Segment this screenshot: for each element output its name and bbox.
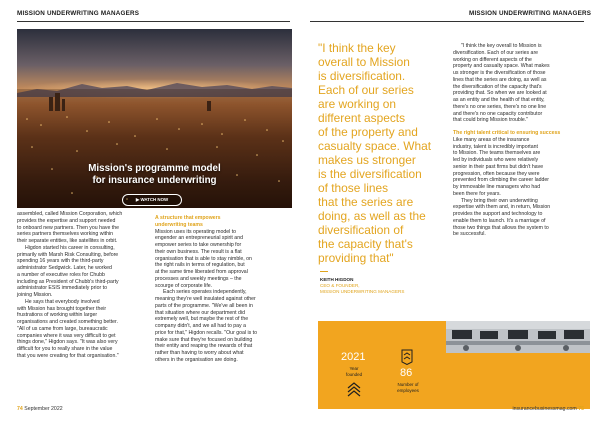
header-rule xyxy=(17,21,290,22)
text-line: He says that everybody involved xyxy=(25,298,100,305)
stat-label-line: founded xyxy=(345,371,363,377)
text-line: spending 16 years with the third-party xyxy=(17,258,104,265)
pull-quote-line: casualty space. What xyxy=(318,139,432,153)
stats-panel xyxy=(318,321,590,409)
byline-rule xyxy=(320,271,328,272)
hero-title-line: for insurance underwriting xyxy=(92,175,217,186)
watch-now-label: WATCH NOW xyxy=(140,197,169,202)
article-column-2 xyxy=(155,215,295,364)
text-line: provides the expertise and support needed xyxy=(17,217,116,224)
pull-quote-line: are working on xyxy=(318,97,396,111)
stat-employees-value: 86 xyxy=(400,367,413,379)
text-line: primarily with Marsh Risk Consulting, before xyxy=(17,251,119,258)
text-line: to onboard new partners. Then you have the xyxy=(17,224,119,231)
text-line: expertise with them and, in return, Mission xyxy=(453,204,551,211)
byline-role: CEO & FOUNDER, xyxy=(320,282,360,288)
pull-quote-line: Each of our series xyxy=(318,83,414,97)
text-line: working on different aspects of the xyxy=(453,56,532,63)
pull-quote-line: the capacity that's xyxy=(318,237,413,251)
stat-founded-label xyxy=(344,366,364,377)
text-line: meaning they're well insulated against other xyxy=(155,296,256,302)
running-head: MISSION UNDERWRITING MANAGERS xyxy=(469,10,592,17)
pull-quote-line: that the series are xyxy=(318,195,414,209)
text-line: things done," Higdon says. "It was also very xyxy=(17,339,118,346)
watch-now-button[interactable] xyxy=(122,194,182,206)
pull-quote-line: is the diversification xyxy=(318,167,422,181)
text-line: their own business. The result is a flat xyxy=(155,248,242,255)
text-line: Mission uses its operating model to xyxy=(155,228,237,235)
pull-quote-line: different aspects xyxy=(318,111,406,125)
byline xyxy=(320,277,404,294)
text-line: empower series to take ownership for xyxy=(155,242,242,248)
text-line: there's no one series, there's no one line xyxy=(453,103,547,110)
text-line: scourge of corporate life. xyxy=(155,282,213,289)
text-line: us stronger is the diversification of those xyxy=(453,70,546,76)
pull-quote-line: of the property and xyxy=(318,125,418,139)
text-line: organisations and created something better. xyxy=(17,319,118,325)
text-line: led by individuals who were relatively xyxy=(453,157,539,163)
text-line: Like many areas of the insurance xyxy=(453,136,530,143)
text-line: progression, often because they were xyxy=(453,170,540,177)
text-line: diversification. Each of our series are xyxy=(453,49,539,56)
text-line: including as President of Chubb's third-party xyxy=(17,278,119,285)
text-line: be successful. xyxy=(453,231,486,238)
pull-quote-line: "I think the key xyxy=(318,41,396,55)
section-subhead: underwriting teams xyxy=(155,221,203,228)
text-line: company didn't, and we all had to pay a xyxy=(155,323,246,329)
pull-quote-line: of those lines xyxy=(318,181,389,195)
text-line: that you were creating for that organisation." xyxy=(17,352,119,359)
text-line: Higdon started his career in consulting, xyxy=(25,244,115,251)
byline-name: KEITH HIGDON xyxy=(320,277,354,282)
text-line: their entity and reaping the rewards of that xyxy=(155,343,253,350)
text-line: property and casualty space. What makes xyxy=(453,63,550,70)
text-line: engender an entrepreneurial spirit and xyxy=(155,235,243,242)
byline-role: MISSION UNDERWRITING MANAGERS xyxy=(320,288,405,294)
text-line: the right rails in terms of regulation, but xyxy=(155,262,245,269)
stat-label-line: Year xyxy=(349,366,359,371)
text-line: "I think the key overall to Mission is xyxy=(461,43,542,49)
text-line: those two things that allows the system to xyxy=(453,224,549,231)
text-line: series partners themselves working within xyxy=(17,231,114,238)
text-line: administrator Sedgwick. Later, he worked xyxy=(17,265,112,271)
header-rule xyxy=(310,21,584,22)
hero-title xyxy=(17,163,292,187)
pull-quote-line: providing that" xyxy=(318,251,394,265)
text-line: been there for years. xyxy=(453,190,501,197)
right-page xyxy=(300,0,600,424)
footer-left xyxy=(17,406,63,412)
text-line: joining Mission. xyxy=(17,292,53,298)
text-line: a number of executive roles for Chubb xyxy=(17,271,105,278)
stat-founded-value: 2021 xyxy=(341,351,366,363)
footer-url: insurancebusinessmag.com xyxy=(512,406,577,412)
stat-label-line: Number of xyxy=(397,382,419,387)
hero-title-line: Mission's programme model xyxy=(88,163,221,174)
text-line: industry, talent is incredibly important xyxy=(453,143,538,150)
text-line: difficult for you to really share in the value xyxy=(17,346,113,352)
play-button-icon: ▶ xyxy=(135,197,141,202)
text-line: rather than having to worry about what xyxy=(155,350,244,356)
pull-quote-line: diversification of xyxy=(318,223,404,237)
text-line: that situation where our department did xyxy=(155,309,245,316)
stat-label-line: employees xyxy=(397,387,419,393)
issue-date: September 2022 xyxy=(24,406,63,412)
section-subhead: The right talent critical to ensuring success xyxy=(453,130,561,136)
text-line: that could bring Mission trouble." xyxy=(453,117,529,124)
hero-image xyxy=(17,29,292,208)
chevron-badge-icon xyxy=(400,349,414,365)
text-line: enable them to launch. It's a marriage of xyxy=(453,217,546,224)
pull-quote-line: is diversification. xyxy=(318,69,406,83)
text-line: They bring their own underwriting xyxy=(461,197,538,204)
section-subhead: A structure that empowers xyxy=(155,215,221,221)
pull-quote-line: makes us stronger xyxy=(318,153,416,167)
text-line: with Mission has brought together their xyxy=(17,305,107,312)
article-column-1 xyxy=(17,211,151,360)
text-line: companies where it was very difficult to get xyxy=(17,332,116,339)
text-line: senior in their past firms but didn't have xyxy=(453,163,544,170)
text-line: provides the support and technology to xyxy=(453,211,543,217)
text-line: processes and weekly meetings – the xyxy=(155,275,242,282)
city-lights xyxy=(17,89,292,208)
text-line: by immovable line managers who had xyxy=(453,184,541,190)
text-line: organisation that is able to stay nimble, on xyxy=(155,255,252,262)
text-line: the diversification of the capacity that's xyxy=(453,83,542,90)
footer-right xyxy=(512,406,584,412)
pull-quote-line: overall to Mission xyxy=(318,55,410,69)
stat-employees-label xyxy=(392,382,424,393)
text-line: as an entity and the health of that entity, xyxy=(453,97,545,103)
page-number: 75 xyxy=(578,406,584,412)
text-line: administrator ESIS immediately prior to xyxy=(17,285,107,292)
text-line: at the same time liberated from approval xyxy=(155,269,248,275)
text-line: lines that the series are doing, as well as xyxy=(453,76,547,83)
text-line: parts of the programme. "We've all been in xyxy=(155,302,253,309)
text-line: price for that," Higdon recalls. "Our goal is to xyxy=(155,329,258,336)
pull-quote xyxy=(318,41,444,265)
article-column-3 xyxy=(453,43,591,238)
text-line: prevented from climbing the career ladder xyxy=(453,177,550,184)
text-line: "All of us came from large, bureaucratic xyxy=(17,325,108,332)
page-number: 74 xyxy=(17,406,23,412)
office-photo xyxy=(446,321,590,353)
text-line: extremely well, but maybe the rest of the xyxy=(155,316,249,323)
text-line: to Mission. The teams themselves are xyxy=(453,150,541,157)
text-line: others in the organisation are doing. xyxy=(155,356,238,363)
text-line: make sure that they're focused on building xyxy=(155,336,253,343)
text-line: providing that. So when we are looked at xyxy=(453,90,547,97)
running-head: MISSION UNDERWRITING MANAGERS xyxy=(17,10,140,17)
text-line: and there's no one capacity contributor xyxy=(453,110,543,117)
text-line: Each series operates independently, xyxy=(163,289,247,296)
chevron-up-icon xyxy=(347,381,361,397)
text-line: frustrations of working within larger xyxy=(17,312,98,319)
text-line: their separate entities, like satellites in orbit. xyxy=(17,238,118,244)
pull-quote-line: doing, as well as the xyxy=(318,209,426,223)
text-line: assembled, called Mission Corporation, which xyxy=(17,211,123,217)
